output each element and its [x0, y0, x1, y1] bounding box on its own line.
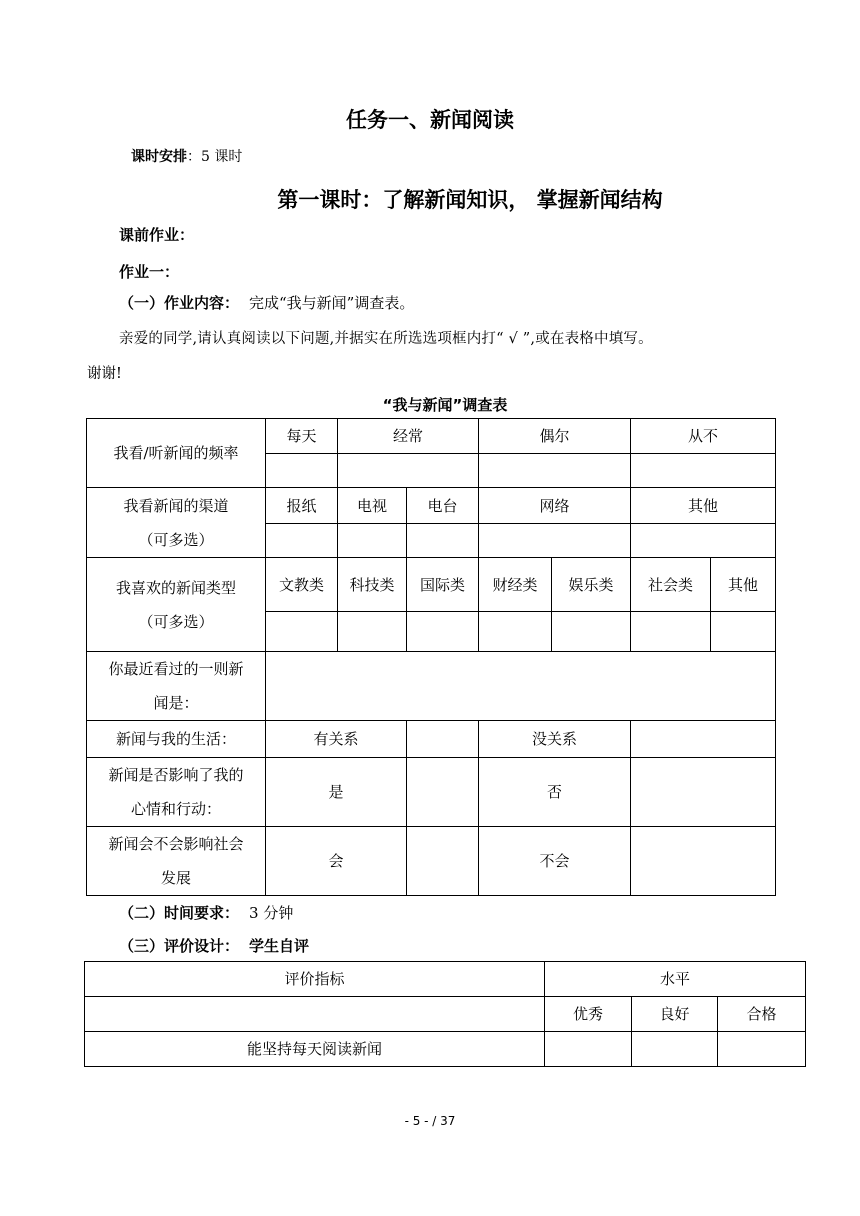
answer-cell[interactable] — [266, 612, 338, 652]
content-value: 完成“我与新闻”调查表。 — [249, 294, 415, 312]
intro-thanks: 谢谢! — [87, 366, 122, 382]
life-option: 有关系 — [266, 721, 407, 758]
answer-cell[interactable] — [552, 612, 631, 652]
answer-cell[interactable] — [266, 524, 338, 558]
time-value: 3 分钟 — [249, 904, 294, 922]
empty-cell — [85, 997, 545, 1032]
answer-cell[interactable] — [407, 612, 479, 652]
freq-option: 从不 — [631, 419, 776, 454]
evaluation-label: （三）评价设计： — [119, 937, 240, 955]
answer-cell[interactable] — [407, 758, 479, 827]
table-row — [87, 652, 776, 721]
type-option: 文教类 — [266, 558, 338, 612]
answer-cell[interactable] — [545, 1032, 632, 1067]
indicator-item: 能坚持每天阅读新闻 — [85, 1032, 545, 1067]
mood-label-line1: 新闻是否影响了我的 — [108, 766, 244, 784]
channel-option: 电视 — [338, 488, 407, 524]
answer-cell[interactable] — [407, 827, 479, 896]
freq-option: 偶尔 — [479, 419, 631, 454]
survey-table — [86, 418, 776, 896]
intro-paragraph: 亲爱的同学,请认真阅读以下问题,并据实在所选选项框内打“ √ ”,或在表格中填写。 — [119, 331, 653, 347]
channel-option: 网络 — [479, 488, 631, 524]
schedule-line — [131, 146, 242, 166]
table-row — [87, 827, 776, 896]
table-row — [87, 488, 776, 524]
channel-label-line2: （可多选） — [138, 530, 214, 549]
type-label — [87, 558, 266, 652]
content-label: （一）作业内容： — [119, 294, 240, 312]
level-option: 优秀 — [545, 997, 632, 1032]
lesson-title: 第一课时：了解新闻知识， 掌握新闻结构 — [277, 188, 663, 212]
evaluation-line — [119, 935, 309, 956]
society-option: 不会 — [479, 827, 631, 896]
table-row — [87, 419, 776, 454]
answer-cell[interactable] — [632, 1032, 718, 1067]
homework-content-line — [119, 292, 414, 313]
freq-option: 经常 — [338, 419, 479, 454]
page-number: - 5 - / 37 — [404, 1114, 456, 1128]
answer-cell[interactable] — [338, 454, 479, 488]
table-row — [85, 962, 806, 997]
type-option: 科技类 — [338, 558, 407, 612]
channel-label-line1: 我看新闻的渠道 — [123, 496, 229, 515]
answer-cell[interactable] — [407, 524, 479, 558]
life-option: 没关系 — [479, 721, 631, 758]
mood-option: 是 — [266, 758, 407, 827]
mood-label — [87, 758, 266, 827]
type-option: 财经类 — [479, 558, 552, 612]
answer-cell[interactable] — [479, 612, 552, 652]
answer-cell[interactable] — [631, 454, 776, 488]
recent-news-answer[interactable] — [266, 652, 776, 721]
evaluation-table — [84, 961, 806, 1067]
answer-cell[interactable] — [711, 612, 776, 652]
answer-cell[interactable] — [718, 1032, 806, 1067]
mood-option: 否 — [479, 758, 631, 827]
evaluation-value: 学生自评 — [249, 937, 310, 955]
schedule-label: 课时安排 — [131, 149, 187, 165]
answer-cell[interactable] — [338, 612, 407, 652]
type-option: 其他 — [711, 558, 776, 612]
time-label: （二）时间要求： — [119, 904, 240, 922]
life-label: 新闻与我的生活： — [87, 721, 266, 758]
type-option: 娱乐类 — [552, 558, 631, 612]
answer-cell[interactable] — [631, 758, 776, 827]
answer-cell[interactable] — [407, 721, 479, 758]
society-label-line2: 发展 — [160, 869, 191, 887]
schedule-value: ：5 课时 — [187, 149, 243, 165]
time-requirement-line — [119, 902, 293, 923]
channel-label — [87, 488, 266, 558]
recent-label-line2: 闻是： — [153, 694, 199, 712]
channel-option: 其他 — [631, 488, 776, 524]
pre-homework-heading: 课前作业： — [119, 226, 195, 244]
answer-cell[interactable] — [631, 612, 711, 652]
recent-label — [87, 652, 266, 721]
table-row — [87, 558, 776, 612]
answer-cell[interactable] — [631, 827, 776, 896]
society-label-line1: 新闻会不会影响社会 — [108, 835, 244, 853]
answer-cell[interactable] — [631, 721, 776, 758]
channel-option: 电台 — [407, 488, 479, 524]
survey-title: “我与新闻”调查表 — [382, 396, 508, 414]
task-title: 任务一、新闻阅读 — [346, 108, 514, 132]
level-header: 水平 — [545, 962, 806, 997]
level-option: 良好 — [632, 997, 718, 1032]
answer-cell[interactable] — [479, 454, 631, 488]
type-option: 国际类 — [407, 558, 479, 612]
homework-one-heading: 作业一： — [119, 263, 180, 281]
table-row — [85, 1032, 806, 1067]
answer-cell[interactable] — [266, 454, 338, 488]
recent-label-line1: 你最近看过的一则新 — [108, 660, 244, 678]
society-label — [87, 827, 266, 896]
indicator-header: 评价指标 — [85, 962, 545, 997]
table-row — [87, 758, 776, 827]
freq-label: 我看/听新闻的频率 — [87, 419, 266, 488]
answer-cell[interactable] — [631, 524, 776, 558]
answer-cell[interactable] — [338, 524, 407, 558]
type-option: 社会类 — [631, 558, 711, 612]
mood-label-line2: 心情和行动： — [130, 800, 221, 818]
channel-option: 报纸 — [266, 488, 338, 524]
freq-option: 每天 — [266, 419, 338, 454]
type-label-line2: （可多选） — [138, 612, 214, 631]
table-row — [87, 721, 776, 758]
answer-cell[interactable] — [479, 524, 631, 558]
type-label-line1: 我喜欢的新闻类型 — [115, 578, 236, 597]
table-row — [85, 997, 806, 1032]
society-option: 会 — [266, 827, 407, 896]
level-option: 合格 — [718, 997, 806, 1032]
